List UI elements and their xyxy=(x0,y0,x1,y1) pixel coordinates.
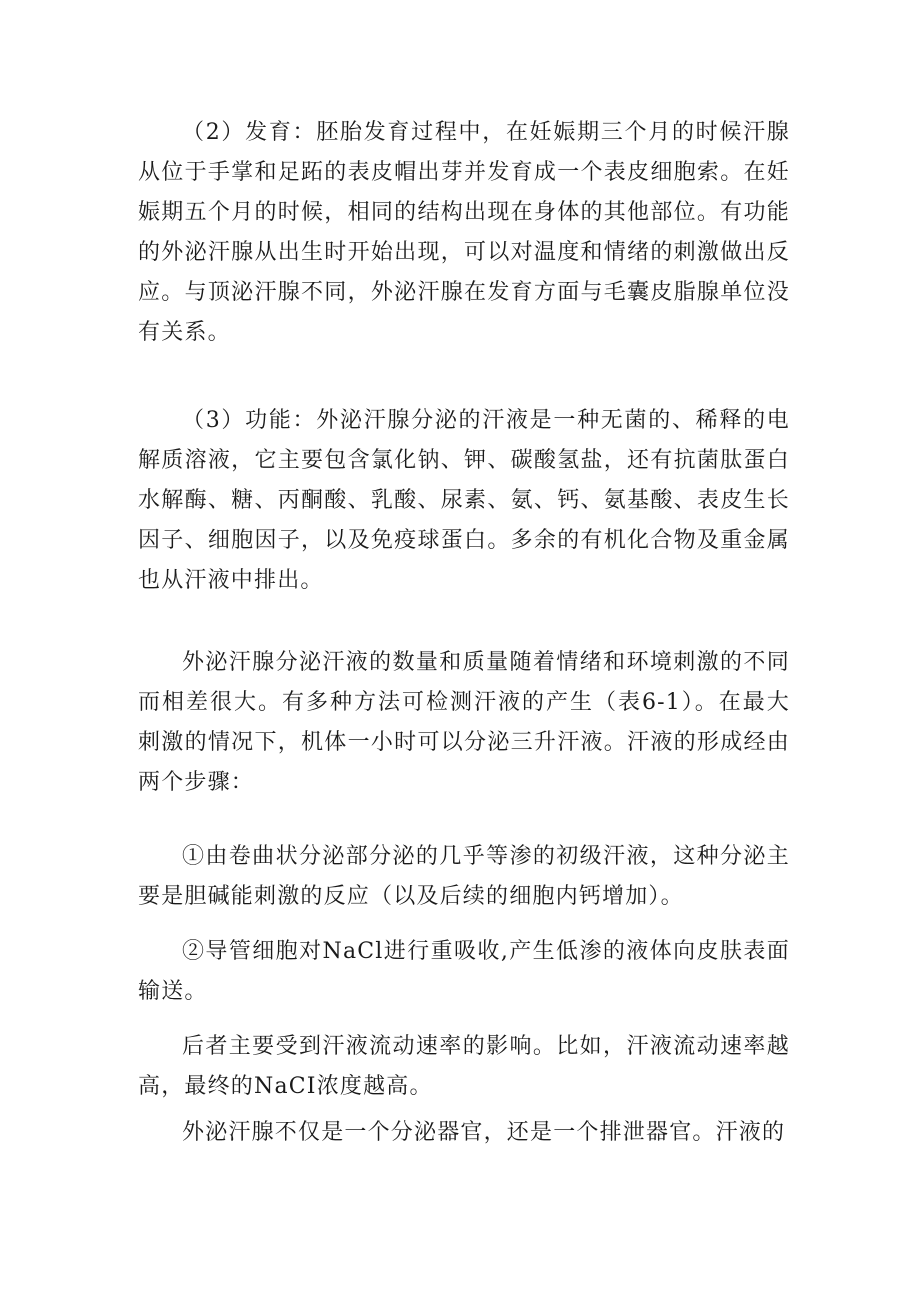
paragraph-sweat-secretion xyxy=(138,643,790,803)
paragraph-development xyxy=(138,113,790,353)
paragraph-flow-rate xyxy=(138,1027,790,1107)
paragraph-text: （2）发育：胚胎发育过程中，在妊娠期三个月的时候汗腺从位于手掌和足跖的表皮帽出芽并发育成一个表皮细胞索。在妊娠期五个月的时候，相同的结构出现在身体的其他部位。有功能的外泌汗腺从出生时开始出现，可以对温度和情绪的刺激做出反应。与顶泌汗腺不同，外泌汗腺在发育方面与毛囊皮脂腺单位没有关系。 xyxy=(138,120,790,345)
paragraph-text: ①由卷曲状分泌部分泌的几乎等渗的初级汗液，这种分泌主要是胆碱能刺激的反应（以及后续的细胞内钙增加）。 xyxy=(138,844,790,909)
paragraph-text: 外泌汗腺分泌汗液的数量和质量随着情绪和环境刺激的不同而相差很大。有多种方法可检测汗液的产生（表6-1）。在最大刺激的情况下，机体一小时可以分泌三升汗液。汗液的形成经由两个步骤： xyxy=(138,650,790,795)
paragraph-step-two xyxy=(138,932,790,1012)
paragraph-step-one xyxy=(138,837,790,917)
paragraph-excretory-organ xyxy=(138,1113,790,1153)
paragraph-text: （3）功能：外泌汗腺分泌的汗液是一种无菌的、稀释的电解质溶液，它主要包含氯化钠、钾、碳酸氢盐，还有抗菌肽蛋白水解酶、糖、丙酮酸、乳酸、尿素、氨、钙、氨基酸、表皮生长因子、细胞因子，以及免疫球蛋白。多余的有机化合物及重金属也从汗液中排出。 xyxy=(138,408,790,593)
paragraph-text: 后者主要受到汗液流动速率的影响。比如，汗液流动速率越高，最终的NaCI浓度越高。 xyxy=(138,1034,790,1099)
paragraph-function xyxy=(138,401,790,601)
paragraph-text: 外泌汗腺不仅是一个分泌器官，还是一个排泄器官。汗液的 xyxy=(182,1120,786,1145)
paragraph-text: ②导管细胞对NaCl进行重吸收,产生低渗的液体向皮肤表面输送。 xyxy=(138,939,790,1004)
